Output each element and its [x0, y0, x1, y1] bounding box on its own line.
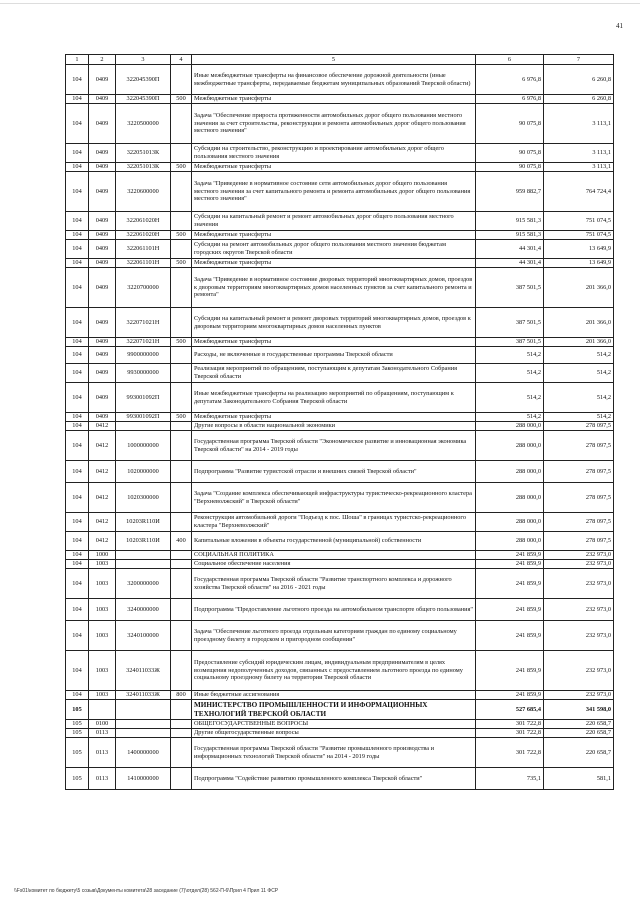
expense-type-code-cell: [171, 65, 192, 95]
description-cell: Иные межбюджетные трансферты на финансовое обеспечение дорожной деятельности (иные межбюджетные трансферты, передаваемые бюджетам муниципальных образований Тверской области): [192, 65, 476, 95]
target-article-code-cell: 322051013К: [116, 163, 171, 172]
amount-approved-cell: 514,2: [476, 413, 544, 422]
table-row: [66, 461, 614, 483]
ministry-code-cell: 104: [66, 691, 89, 700]
amount-approved-cell: 735,1: [476, 768, 544, 790]
ministry-code-cell: 104: [66, 212, 89, 231]
ministry-code-cell: 104: [66, 461, 89, 483]
amount-executed-cell: 13 649,9: [544, 259, 614, 268]
section-code-cell: 0409: [89, 308, 116, 338]
ministry-code-cell: 104: [66, 259, 89, 268]
expense-type-code-cell: 500: [171, 95, 192, 104]
amount-executed-cell: 278 097,5: [544, 461, 614, 483]
table-row: [66, 413, 614, 422]
amount-executed-cell: 3 113,1: [544, 163, 614, 172]
table-row: [66, 651, 614, 691]
amount-executed-cell: 764 724,4: [544, 172, 614, 212]
table-row: [66, 104, 614, 144]
description-cell: Задача "Обеспечение льготного проезда отдельным категориям граждан по единому социальному проездному билету в городском и пригородном сообщении": [192, 621, 476, 651]
table-row: [66, 551, 614, 560]
description-cell: Субсидии на капитальный ремонт и ремонт дворовых территорий многоквартирных домов, проездов к дворовым территориям многоквартирных домов населенных пунктов: [192, 308, 476, 338]
amount-executed-cell: 13 649,9: [544, 240, 614, 259]
expense-type-code-cell: 500: [171, 163, 192, 172]
target-article-code-cell: 322071021Н: [116, 338, 171, 347]
header-cell: 7: [544, 55, 614, 65]
ministry-code-cell: 104: [66, 599, 89, 621]
description-cell: МИНИСТЕРСТВО ПРОМЫШЛЕННОСТИ И ИНФОРМАЦИОННЫХ ТЕХНОЛОГИЙ ТВЕРСКОЙ ОБЛАСТИ: [192, 700, 476, 720]
description-cell: Реализация мероприятий по обращениям, поступающим к депутатам Законодательного Собрания Тверской области: [192, 364, 476, 383]
expense-type-code-cell: [171, 364, 192, 383]
table-row: [66, 163, 614, 172]
target-article-code-cell: 10203R110И: [116, 513, 171, 532]
ministry-code-cell: 104: [66, 483, 89, 513]
expense-type-code-cell: [171, 738, 192, 768]
target-article-code-cell: 322061101Н: [116, 240, 171, 259]
expense-type-code-cell: 500: [171, 259, 192, 268]
description-cell: Государственная программа Тверской области "Развитие промышленного производства и информационных технологий Тверской области" на 2014 - 2019 годы: [192, 738, 476, 768]
description-cell: Задача "Приведение в нормативное состояние дворовых территорий многоквартирных домов, проездов к дворовым территориям многоквартирных домов населенных пунктов за счет капитального ремонта и ремонта": [192, 268, 476, 308]
amount-executed-cell: 514,2: [544, 364, 614, 383]
expense-type-code-cell: [171, 383, 192, 413]
amount-executed-cell: 232 973,0: [544, 599, 614, 621]
amount-approved-cell: 241 859,9: [476, 560, 544, 569]
amount-executed-cell: 201 366,0: [544, 268, 614, 308]
amount-approved-cell: 288 000,0: [476, 483, 544, 513]
amount-approved-cell: 90 075,8: [476, 163, 544, 172]
target-article-code-cell: 1410000000: [116, 768, 171, 790]
description-cell: Капитальные вложения в объекты государственной (муниципальной) собственности: [192, 532, 476, 551]
expense-type-code-cell: [171, 768, 192, 790]
ministry-code-cell: 104: [66, 163, 89, 172]
target-article-code-cell: 1000000000: [116, 431, 171, 461]
table-row: [66, 338, 614, 347]
amount-executed-cell: 751 074,5: [544, 231, 614, 240]
amount-approved-cell: 241 859,9: [476, 621, 544, 651]
section-code-cell: 0412: [89, 422, 116, 431]
ministry-code-cell: 104: [66, 65, 89, 95]
section-code-cell: 0412: [89, 431, 116, 461]
description-cell: Субсидии на ремонт автомобильных дорог общего пользования местного значения бюджетам городских округов Тверской области: [192, 240, 476, 259]
section-code-cell: 0412: [89, 513, 116, 532]
amount-approved-cell: 241 859,9: [476, 569, 544, 599]
amount-approved-cell: 241 859,9: [476, 599, 544, 621]
section-code-cell: 0409: [89, 259, 116, 268]
expense-type-code-cell: 500: [171, 413, 192, 422]
amount-approved-cell: 288 000,0: [476, 532, 544, 551]
ministry-code-cell: 104: [66, 95, 89, 104]
table-row: [66, 364, 614, 383]
expense-type-code-cell: [171, 569, 192, 599]
amount-approved-cell: 6 976,8: [476, 95, 544, 104]
section-code-cell: 0409: [89, 104, 116, 144]
ministry-code-cell: 104: [66, 104, 89, 144]
description-cell: СОЦИАЛЬНАЯ ПОЛИТИКА: [192, 551, 476, 560]
amount-approved-cell: 514,2: [476, 364, 544, 383]
table-row: [66, 172, 614, 212]
expense-type-code-cell: [171, 513, 192, 532]
expense-type-code-cell: 500: [171, 338, 192, 347]
amount-approved-cell: 288 000,0: [476, 513, 544, 532]
amount-approved-cell: 241 859,9: [476, 651, 544, 691]
section-code-cell: 0409: [89, 347, 116, 364]
target-article-code-cell: 3220700000: [116, 268, 171, 308]
section-code-cell: 0409: [89, 163, 116, 172]
description-cell: Социальное обеспечение населения: [192, 560, 476, 569]
ministry-code-cell: 104: [66, 621, 89, 651]
section-code-cell: 0412: [89, 461, 116, 483]
amount-approved-cell: 514,2: [476, 383, 544, 413]
table-row: [66, 231, 614, 240]
table-row: [66, 560, 614, 569]
amount-approved-cell: 90 075,8: [476, 104, 544, 144]
ministry-code-cell: 104: [66, 569, 89, 599]
expense-type-code-cell: [171, 172, 192, 212]
description-cell: Расходы, не включенные в государственные программы Тверской области: [192, 347, 476, 364]
amount-executed-cell: 201 366,0: [544, 308, 614, 338]
amount-executed-cell: 278 097,5: [544, 532, 614, 551]
description-cell: Реконструкция автомобильной дороги "Подъезд к пос. Шоша" в границах туристско-рекреационного кластера "Верхневолжский": [192, 513, 476, 532]
target-article-code-cell: 322061020Н: [116, 231, 171, 240]
expense-type-code-cell: 500: [171, 231, 192, 240]
amount-approved-cell: 959 882,7: [476, 172, 544, 212]
section-code-cell: 0409: [89, 268, 116, 308]
section-code-cell: 0409: [89, 172, 116, 212]
amount-executed-cell: 232 973,0: [544, 560, 614, 569]
table-row: [66, 720, 614, 729]
expense-type-code-cell: [171, 240, 192, 259]
ministry-code-cell: 104: [66, 513, 89, 532]
ministry-code-cell: 104: [66, 338, 89, 347]
expense-type-code-cell: [171, 144, 192, 163]
section-code-cell: 0409: [89, 95, 116, 104]
ministry-code-cell: 104: [66, 422, 89, 431]
ministry-code-cell: 104: [66, 308, 89, 338]
section-code-cell: 1003: [89, 599, 116, 621]
amount-executed-cell: 232 973,0: [544, 691, 614, 700]
amount-executed-cell: 278 097,5: [544, 513, 614, 532]
target-article-code-cell: 3240100000: [116, 621, 171, 651]
table-row: [66, 95, 614, 104]
section-code-cell: 0409: [89, 338, 116, 347]
target-article-code-cell: 1020000000: [116, 461, 171, 483]
target-article-code-cell: 3220600000: [116, 172, 171, 212]
target-article-code-cell: 324011033Ж: [116, 691, 171, 700]
amount-executed-cell: 6 260,8: [544, 65, 614, 95]
description-cell: Межбюджетные трансферты: [192, 259, 476, 268]
target-article-code-cell: 322061101Н: [116, 259, 171, 268]
target-article-code-cell: 322051013К: [116, 144, 171, 163]
table-row: [66, 729, 614, 738]
expense-type-code-cell: [171, 651, 192, 691]
amount-approved-cell: 301 722,8: [476, 738, 544, 768]
target-article-code-cell: 322071021Н: [116, 308, 171, 338]
ministry-code-cell: 104: [66, 240, 89, 259]
page-number: 41: [616, 22, 623, 30]
expense-type-code-cell: [171, 483, 192, 513]
ministry-code-cell: 104: [66, 431, 89, 461]
section-code-cell: 0412: [89, 532, 116, 551]
description-cell: Другие общегосударственные вопросы: [192, 729, 476, 738]
table-header-row: [66, 55, 614, 65]
header-cell: 4: [171, 55, 192, 65]
expense-type-code-cell: [171, 599, 192, 621]
amount-executed-cell: 514,2: [544, 413, 614, 422]
amount-approved-cell: 301 722,8: [476, 729, 544, 738]
expense-type-code-cell: [171, 461, 192, 483]
expense-type-code-cell: [171, 700, 192, 720]
section-code-cell: [89, 700, 116, 720]
expense-type-code-cell: [171, 422, 192, 431]
target-article-code-cell: 324011033Ж: [116, 651, 171, 691]
amount-approved-cell: 241 859,9: [476, 691, 544, 700]
table-row: [66, 422, 614, 431]
amount-executed-cell: 278 097,5: [544, 483, 614, 513]
section-code-cell: 1000: [89, 551, 116, 560]
description-cell: Иные бюджетные ассигнования: [192, 691, 476, 700]
section-code-cell: 0409: [89, 231, 116, 240]
description-cell: Подпрограмма "Развитие туристской отрасли и внешних связей Тверской области": [192, 461, 476, 483]
ministry-code-cell: 104: [66, 651, 89, 691]
section-code-cell: 0113: [89, 768, 116, 790]
table-row: [66, 569, 614, 599]
table-row: [66, 212, 614, 231]
expense-type-code-cell: 400: [171, 532, 192, 551]
file-path-footer: \\Fs01\комитет по бюджету\5 созыв\Документы комитета\28 заседание (7)\отдел(28) 562-П-6\Прил 4 Прил 11 ФСР: [14, 888, 279, 894]
ministry-code-cell: 105: [66, 720, 89, 729]
amount-approved-cell: 6 976,8: [476, 65, 544, 95]
table-row: [66, 768, 614, 790]
section-code-cell: 1003: [89, 651, 116, 691]
section-code-cell: 0409: [89, 65, 116, 95]
table-row: [66, 431, 614, 461]
ministry-code-cell: 104: [66, 144, 89, 163]
amount-approved-cell: 44 301,4: [476, 259, 544, 268]
description-cell: Межбюджетные трансферты: [192, 338, 476, 347]
target-article-code-cell: [116, 560, 171, 569]
description-cell: Задача "Обеспечение прироста протяженности автомобильных дорог общего пользования местного значения за счет строительства, реконструкции и ремонта автомобильных дорог общего пользования местного значения": [192, 104, 476, 144]
target-article-code-cell: 9900000000: [116, 347, 171, 364]
table-row: [66, 240, 614, 259]
ministry-code-cell: 105: [66, 700, 89, 720]
amount-executed-cell: 220 658,7: [544, 720, 614, 729]
description-cell: Предоставление субсидий юридическим лицам, индивидуальным предпринимателям в целях возмещения недополученных доходов, связанных с предоставлением льготного проезда по единому социальному проездному билету на территории Тверской области: [192, 651, 476, 691]
target-article-code-cell: 3240000000: [116, 599, 171, 621]
expense-type-code-cell: [171, 560, 192, 569]
table-row: [66, 144, 614, 163]
amount-executed-cell: 6 260,8: [544, 95, 614, 104]
description-cell: Подпрограмма "Содействие развитию промышленного комплекса Тверской области": [192, 768, 476, 790]
expense-type-code-cell: [171, 729, 192, 738]
ministry-code-cell: 104: [66, 551, 89, 560]
target-article-code-cell: [116, 720, 171, 729]
header-cell: 2: [89, 55, 116, 65]
section-code-cell: 0409: [89, 413, 116, 422]
section-code-cell: 0409: [89, 212, 116, 231]
description-cell: Другие вопросы в области национальной экономики: [192, 422, 476, 431]
scan-edge-line: [0, 3, 640, 4]
target-article-code-cell: 9930000000: [116, 364, 171, 383]
target-article-code-cell: [116, 422, 171, 431]
amount-approved-cell: 241 859,9: [476, 551, 544, 560]
expense-type-code-cell: [171, 212, 192, 231]
amount-approved-cell: 90 075,8: [476, 144, 544, 163]
description-cell: Подпрограмма "Предоставление льготного проезда на автомобильном транспорте общего пользования": [192, 599, 476, 621]
amount-executed-cell: 232 973,0: [544, 551, 614, 560]
header-cell: 6: [476, 55, 544, 65]
amount-executed-cell: 232 973,0: [544, 621, 614, 651]
section-code-cell: 0409: [89, 240, 116, 259]
amount-executed-cell: 201 366,0: [544, 338, 614, 347]
table-row: [66, 532, 614, 551]
expense-type-code-cell: [171, 268, 192, 308]
table-row: [66, 483, 614, 513]
description-cell: Государственная программа Тверской области "Развитие транспортного комплекса и дорожного хозяйства Тверской области" на 2016 - 2021 годы: [192, 569, 476, 599]
expense-type-code-cell: [171, 347, 192, 364]
amount-executed-cell: 3 113,1: [544, 104, 614, 144]
ministry-code-cell: 104: [66, 268, 89, 308]
amount-approved-cell: 288 000,0: [476, 422, 544, 431]
amount-executed-cell: 232 973,0: [544, 569, 614, 599]
section-code-cell: 0100: [89, 720, 116, 729]
amount-approved-cell: 915 581,3: [476, 212, 544, 231]
table-row: [66, 308, 614, 338]
amount-executed-cell: 278 097,5: [544, 431, 614, 461]
description-cell: Межбюджетные трансферты: [192, 95, 476, 104]
table-row: [66, 347, 614, 364]
description-cell: Государственная программа Тверской области "Экономическое развитие и инновационная экономика Тверской области" на 2014 - 2019 годы: [192, 431, 476, 461]
section-code-cell: 1003: [89, 569, 116, 599]
amount-executed-cell: 581,1: [544, 768, 614, 790]
description-cell: Задача "Приведение в нормативное состояние сети автомобильных дорог общего пользования местного значения за счет капитального ремонта и ремонта автомобильных дорог общего пользования местного значения": [192, 172, 476, 212]
amount-executed-cell: 220 658,7: [544, 729, 614, 738]
ministry-code-cell: 104: [66, 231, 89, 240]
table-row: [66, 738, 614, 768]
ministry-code-cell: 104: [66, 413, 89, 422]
target-article-code-cell: [116, 729, 171, 738]
amount-approved-cell: 301 722,8: [476, 720, 544, 729]
expense-type-code-cell: [171, 308, 192, 338]
amount-executed-cell: 341 598,0: [544, 700, 614, 720]
target-article-code-cell: 3200000000: [116, 569, 171, 599]
description-cell: Межбюджетные трансферты: [192, 163, 476, 172]
budget-table: [65, 54, 614, 790]
table-row: [66, 383, 614, 413]
target-article-code-cell: 322061020Н: [116, 212, 171, 231]
amount-approved-cell: 288 000,0: [476, 461, 544, 483]
ministry-code-cell: 104: [66, 347, 89, 364]
description-cell: Задача "Создание комплекса обеспечивающей инфраструктуры туристическо-рекреационного кластера "Верхневолжский" в Тверской области": [192, 483, 476, 513]
amount-approved-cell: 387 501,5: [476, 268, 544, 308]
ministry-code-cell: 105: [66, 738, 89, 768]
table-row: [66, 65, 614, 95]
ministry-code-cell: 105: [66, 768, 89, 790]
ministry-code-cell: 104: [66, 172, 89, 212]
amount-approved-cell: 514,2: [476, 347, 544, 364]
target-article-code-cell: 1020300000: [116, 483, 171, 513]
expense-type-code-cell: [171, 621, 192, 651]
description-cell: Иные межбюджетные трансферты на реализацию мероприятий по обращениям, поступающим к депутатам Законодательного Собрания Тверской области: [192, 383, 476, 413]
ministry-code-cell: 104: [66, 532, 89, 551]
section-code-cell: 0409: [89, 364, 116, 383]
target-article-code-cell: 3220500000: [116, 104, 171, 144]
table-row: [66, 599, 614, 621]
header-cell: 5: [192, 55, 476, 65]
table-row: [66, 268, 614, 308]
section-code-cell: 0409: [89, 144, 116, 163]
section-code-cell: 1003: [89, 691, 116, 700]
amount-approved-cell: 288 000,0: [476, 431, 544, 461]
amount-executed-cell: 232 973,0: [544, 651, 614, 691]
amount-executed-cell: 514,2: [544, 383, 614, 413]
amount-executed-cell: 278 097,5: [544, 422, 614, 431]
section-code-cell: 0409: [89, 383, 116, 413]
target-article-code-cell: 1400000000: [116, 738, 171, 768]
description-cell: ОБЩЕГОСУДАРСТВЕННЫЕ ВОПРОСЫ: [192, 720, 476, 729]
section-code-cell: 1003: [89, 621, 116, 651]
amount-executed-cell: 3 113,1: [544, 144, 614, 163]
ministry-code-cell: 104: [66, 364, 89, 383]
amount-executed-cell: 220 658,7: [544, 738, 614, 768]
amount-executed-cell: 514,2: [544, 347, 614, 364]
amount-approved-cell: 915 581,3: [476, 231, 544, 240]
expense-type-code-cell: [171, 720, 192, 729]
section-code-cell: 0113: [89, 738, 116, 768]
amount-approved-cell: 387 501,5: [476, 308, 544, 338]
target-article-code-cell: 322045390П: [116, 95, 171, 104]
section-code-cell: 0113: [89, 729, 116, 738]
header-cell: 3: [116, 55, 171, 65]
table-row: [66, 513, 614, 532]
section-code-cell: 1003: [89, 560, 116, 569]
amount-approved-cell: 44 301,4: [476, 240, 544, 259]
expense-type-code-cell: 800: [171, 691, 192, 700]
amount-executed-cell: 751 074,5: [544, 212, 614, 231]
amount-approved-cell: 527 685,4: [476, 700, 544, 720]
section-code-cell: 0412: [89, 483, 116, 513]
target-article-code-cell: [116, 700, 171, 720]
table-row: [66, 259, 614, 268]
target-article-code-cell: 322045390П: [116, 65, 171, 95]
target-article-code-cell: 993001092П: [116, 413, 171, 422]
header-cell: 1: [66, 55, 89, 65]
description-cell: Субсидии на строительство, реконструкцию и проектирование автомобильных дорог общего пользования местного значения: [192, 144, 476, 163]
amount-approved-cell: 387 501,5: [476, 338, 544, 347]
table-row: [66, 700, 614, 720]
ministry-code-cell: 104: [66, 560, 89, 569]
expense-type-code-cell: [171, 431, 192, 461]
table-row: [66, 621, 614, 651]
expense-type-code-cell: [171, 551, 192, 560]
description-cell: Межбюджетные трансферты: [192, 231, 476, 240]
description-cell: Субсидии на капитальный ремонт и ремонт автомобильных дорог общего пользования местного значения: [192, 212, 476, 231]
target-article-code-cell: [116, 551, 171, 560]
description-cell: Межбюджетные трансферты: [192, 413, 476, 422]
ministry-code-cell: 105: [66, 729, 89, 738]
table-row: [66, 691, 614, 700]
expense-type-code-cell: [171, 104, 192, 144]
ministry-code-cell: 104: [66, 383, 89, 413]
target-article-code-cell: 10203R110И: [116, 532, 171, 551]
target-article-code-cell: 993001092П: [116, 383, 171, 413]
